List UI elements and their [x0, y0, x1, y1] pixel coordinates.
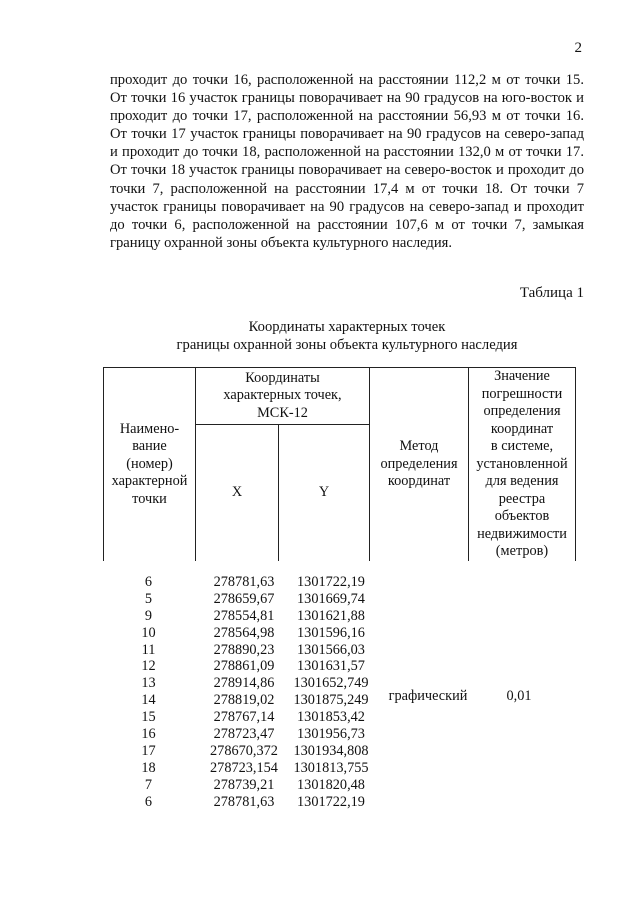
- hdr-line: в системе,: [490, 438, 554, 454]
- header-y: Y: [279, 425, 370, 561]
- point-number: 9: [144, 607, 153, 624]
- table-label: Таблица 1: [519, 285, 584, 301]
- coord-y: 1301722,19: [297, 574, 365, 590]
- coord-y: 1301813,755: [293, 759, 369, 776]
- hdr-line: установленной: [476, 455, 568, 472]
- caption-line-1: Координаты характерных точек: [248, 319, 446, 335]
- coord-y: 1301669,74: [297, 590, 365, 607]
- coord-x: 278781,63: [213, 793, 275, 810]
- header-coordinates-group: [196, 368, 370, 425]
- hdr-line: определения: [483, 403, 561, 419]
- hdr-line: вание: [132, 438, 167, 454]
- coord-y: 1301722,19: [297, 793, 365, 810]
- hdr-line: точки: [132, 490, 167, 507]
- coord-x: 278914,86: [213, 675, 275, 692]
- hdr-line: (номер): [126, 455, 173, 472]
- point-number: 16: [141, 726, 156, 743]
- header-accuracy: [469, 368, 576, 561]
- hdr-line: координат: [387, 473, 451, 489]
- point-number: 15: [141, 709, 156, 726]
- coord-x: 278659,67: [213, 590, 275, 607]
- coord-y: 1301631,57: [297, 658, 365, 675]
- point-number: 6: [144, 793, 153, 810]
- hdr-line: Значение: [494, 368, 550, 384]
- coord-y: 1301853,42: [297, 709, 365, 726]
- coord-y: 1301621,88: [297, 607, 365, 624]
- coord-x: 278739,21: [213, 776, 275, 793]
- point-number: 17: [141, 742, 156, 759]
- point-number: 18: [141, 759, 156, 776]
- coord-y: 1301875,249: [293, 692, 369, 709]
- method-value: графический: [388, 688, 468, 704]
- point-number: 12: [141, 658, 156, 675]
- coord-y: 1301934,808: [293, 742, 369, 759]
- coord-x: 278861,09: [213, 658, 275, 675]
- hdr-line: Метод: [399, 438, 439, 454]
- coord-x: 278564,98: [213, 624, 275, 641]
- point-number: 5: [144, 590, 153, 607]
- coord-x: 278890,23: [213, 641, 275, 658]
- coord-x: 278723,47: [213, 726, 275, 743]
- coord-x: 278670,372: [210, 742, 278, 759]
- hdr-line: координат: [490, 420, 554, 437]
- hdr-line: МСК-12: [257, 404, 308, 421]
- hdr-line: для ведения: [485, 473, 559, 489]
- caption-line-2: границы охранной зоны объекта культурного наследия: [176, 337, 518, 353]
- point-number: 6: [144, 574, 153, 590]
- point-number: 10: [141, 624, 156, 641]
- hdr-line: (метров): [495, 543, 549, 559]
- hdr-line: Наимено-: [119, 420, 180, 437]
- hdr-line: недвижимости: [477, 525, 567, 542]
- hdr-line: характерных точек,: [223, 387, 342, 404]
- point-number: 13: [141, 675, 156, 692]
- hdr-line: Координаты: [245, 369, 320, 386]
- hdr-line: характерной: [111, 473, 188, 489]
- coord-x: 278723,154: [210, 759, 278, 776]
- body-paragraph: проходит до точки 16, расположенной на расстоянии 112,2 м от точки 15. От точки 16 участок границы поворачивает на 90 градусов на юго-восток и проходит до точки 17, расположенной на расстоянии 56,93 м от точки 16. От точки 17 участок границы поворачивает на 90 градусов на северо-запад и проходит до точки 18, расположенной на расстоянии 132,0 м от точки 17. От точки 18 участок границы поворачивает на северо-восток и проходит до точки 7, расположенной на расстоянии 17,4 м от точки 18. От точки 7 участок границы поворачивает на 90 градусов на северо-запад и проходит до точки 6, расположенной на расстоянии 107,6 м от точки 7, замыкая границу охранной зоны объекта культурного наследия.: [110, 72, 584, 251]
- hdr-line: реестра: [498, 490, 546, 507]
- coordinates-table-header: [103, 367, 576, 561]
- point-number: 7: [144, 776, 153, 793]
- coord-x: 278554,81: [213, 607, 275, 624]
- coord-x: 278819,02: [213, 692, 275, 709]
- coord-x: 278781,63: [213, 574, 275, 590]
- hdr-line: погрешности: [481, 385, 563, 402]
- point-number: 14: [141, 692, 156, 709]
- coord-y: 1301596,16: [297, 624, 365, 641]
- point-number: 11: [141, 641, 156, 658]
- table-caption: [110, 318, 584, 354]
- page-number: 2: [574, 40, 582, 56]
- coord-y: 1301566,03: [297, 641, 365, 658]
- coord-x: 278767,14: [213, 709, 275, 726]
- accuracy-value: 0,01: [506, 688, 532, 704]
- hdr-line: объектов: [494, 508, 550, 524]
- coord-y: 1301652,749: [293, 675, 369, 692]
- coord-y: 1301956,73: [297, 726, 365, 743]
- header-method: [370, 368, 469, 561]
- hdr-line: определения: [380, 455, 458, 472]
- header-x: X: [196, 425, 279, 561]
- header-point-name: [104, 368, 196, 561]
- coord-y: 1301820,48: [297, 776, 365, 793]
